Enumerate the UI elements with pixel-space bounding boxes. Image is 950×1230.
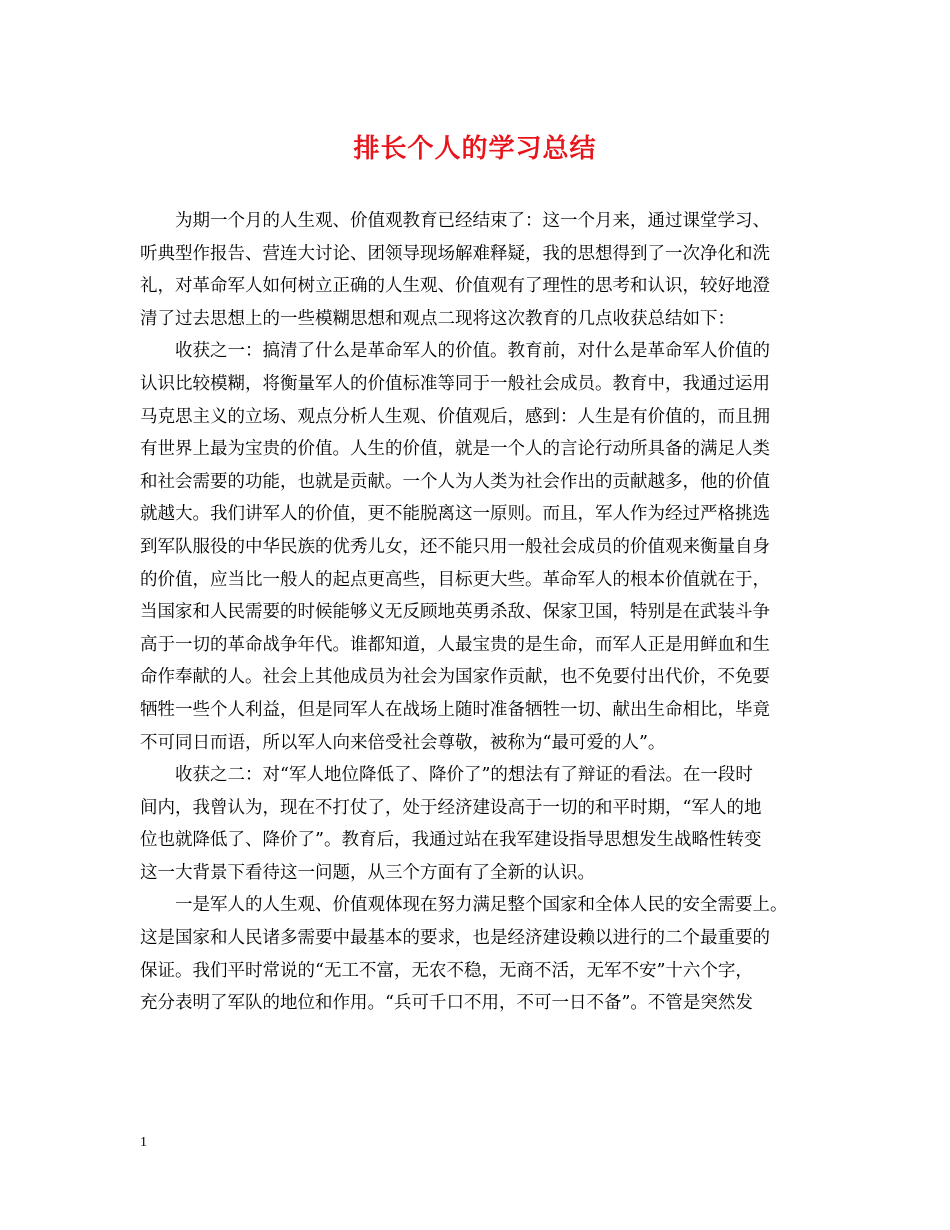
text-line: 到军队服役的中华民族的优秀儿女，还不能只用一般社会成员的价值观来衡量自身 <box>140 536 770 557</box>
text-line: 和社会需要的功能，也就是贡献。一个人为人类为社会作出的贡献越多，他的价值 <box>140 471 770 492</box>
document-title: 排长个人的学习总结 <box>353 134 597 164</box>
text-line: 收获之二：对“军人地位降低了、降价了”的想法有了辩证的看法。在一段时 <box>175 765 753 786</box>
text-line: 间内，我曾认为，现在不打仗了，处于经济建设高于一切的和平时期，“军人的地 <box>140 797 762 818</box>
text-line: 充分表明了军队的地位和作用。“兵可千口不用，不可一日不备”。不管是突然发 <box>140 993 753 1014</box>
text-line: 这一大背景下看待这一问题，从三个方面有了全新的认识。 <box>140 862 595 883</box>
text-line: 认识比较模糊，将衡量军人的价值标准等同于一般社会成员。教育中，我通过运用 <box>140 373 770 394</box>
page-number: 1 <box>140 1135 147 1150</box>
text-line: 这是国家和人民诸多需要中最基本的要求，也是经济建设赖以进行的二个最重要的 <box>140 928 770 949</box>
text-line: 不可同日而语，所以军人向来倍受社会尊敬，被称为“最可爱的人”。 <box>140 732 666 753</box>
document-body <box>140 205 830 1020</box>
text-line: 有世界上最为宝贵的价值。人生的价值，就是一个人的言论行动所具备的满足人类 <box>140 439 770 460</box>
text-line: 就越大。我们讲军人的价值，更不能脱离这一原则。而且，军人作为经过严格挑选 <box>140 504 770 525</box>
text-line: 高于一切的革命战争年代。谁都知道，人最宝贵的是生命，而军人正是用鲜血和生 <box>140 634 770 655</box>
text-line: 马克思主义的立场、观点分析人生观、价值观后，感到：人生是有价值的，而且拥 <box>140 406 770 427</box>
text-line: 听典型作报告、营连大讨论、团领导现场解难释疑，我的思想得到了一次净化和洗 <box>140 243 770 264</box>
text-line: 命作奉献的人。社会上其他成员为社会为国家作贡献，也不免要付出代价，不免要 <box>140 667 770 688</box>
text-line: 一是军人的人生观、价值观体现在努力满足整个国家和全体人民的安全需要上。 <box>175 895 788 916</box>
text-line: 清了过去思想上的一些模糊思想和观点二现将这次教育的几点收获总结如下： <box>140 308 735 329</box>
text-line: 当国家和人民需要的时候能够义无反顾地英勇杀敌、保家卫国，特别是在武装斗争 <box>140 602 770 623</box>
text-line: 为期一个月的人生观、价值观教育已经结束了：这一个月来，通过课堂学习、 <box>175 211 770 231</box>
text-line: 的价值，应当比一般人的起点更高些，目标更大些。革命军人的根本价值就在于， <box>140 569 770 590</box>
text-line: 礼，对革命军人如何树立正确的人生观、价值观有了理性的思考和认识，较好地澄 <box>140 276 770 297</box>
text-line: 牺牲一些个人利益，但是同军人在战场上随时准备牺牲一切、献出生命相比，毕竟 <box>140 699 770 720</box>
text-line: 位也就降低了、降价了”。教育后，我通过站在我军建设指导思想发生战略性转变 <box>140 830 762 851</box>
text-line: 收获之一：搞清了什么是革命军人的价值。教育前，对什么是革命军人价值的 <box>175 341 770 362</box>
text-line: 保证。我们平时常说的“无工不富，无农不稳，无商不活，无军不安”十六个字， <box>140 960 753 981</box>
